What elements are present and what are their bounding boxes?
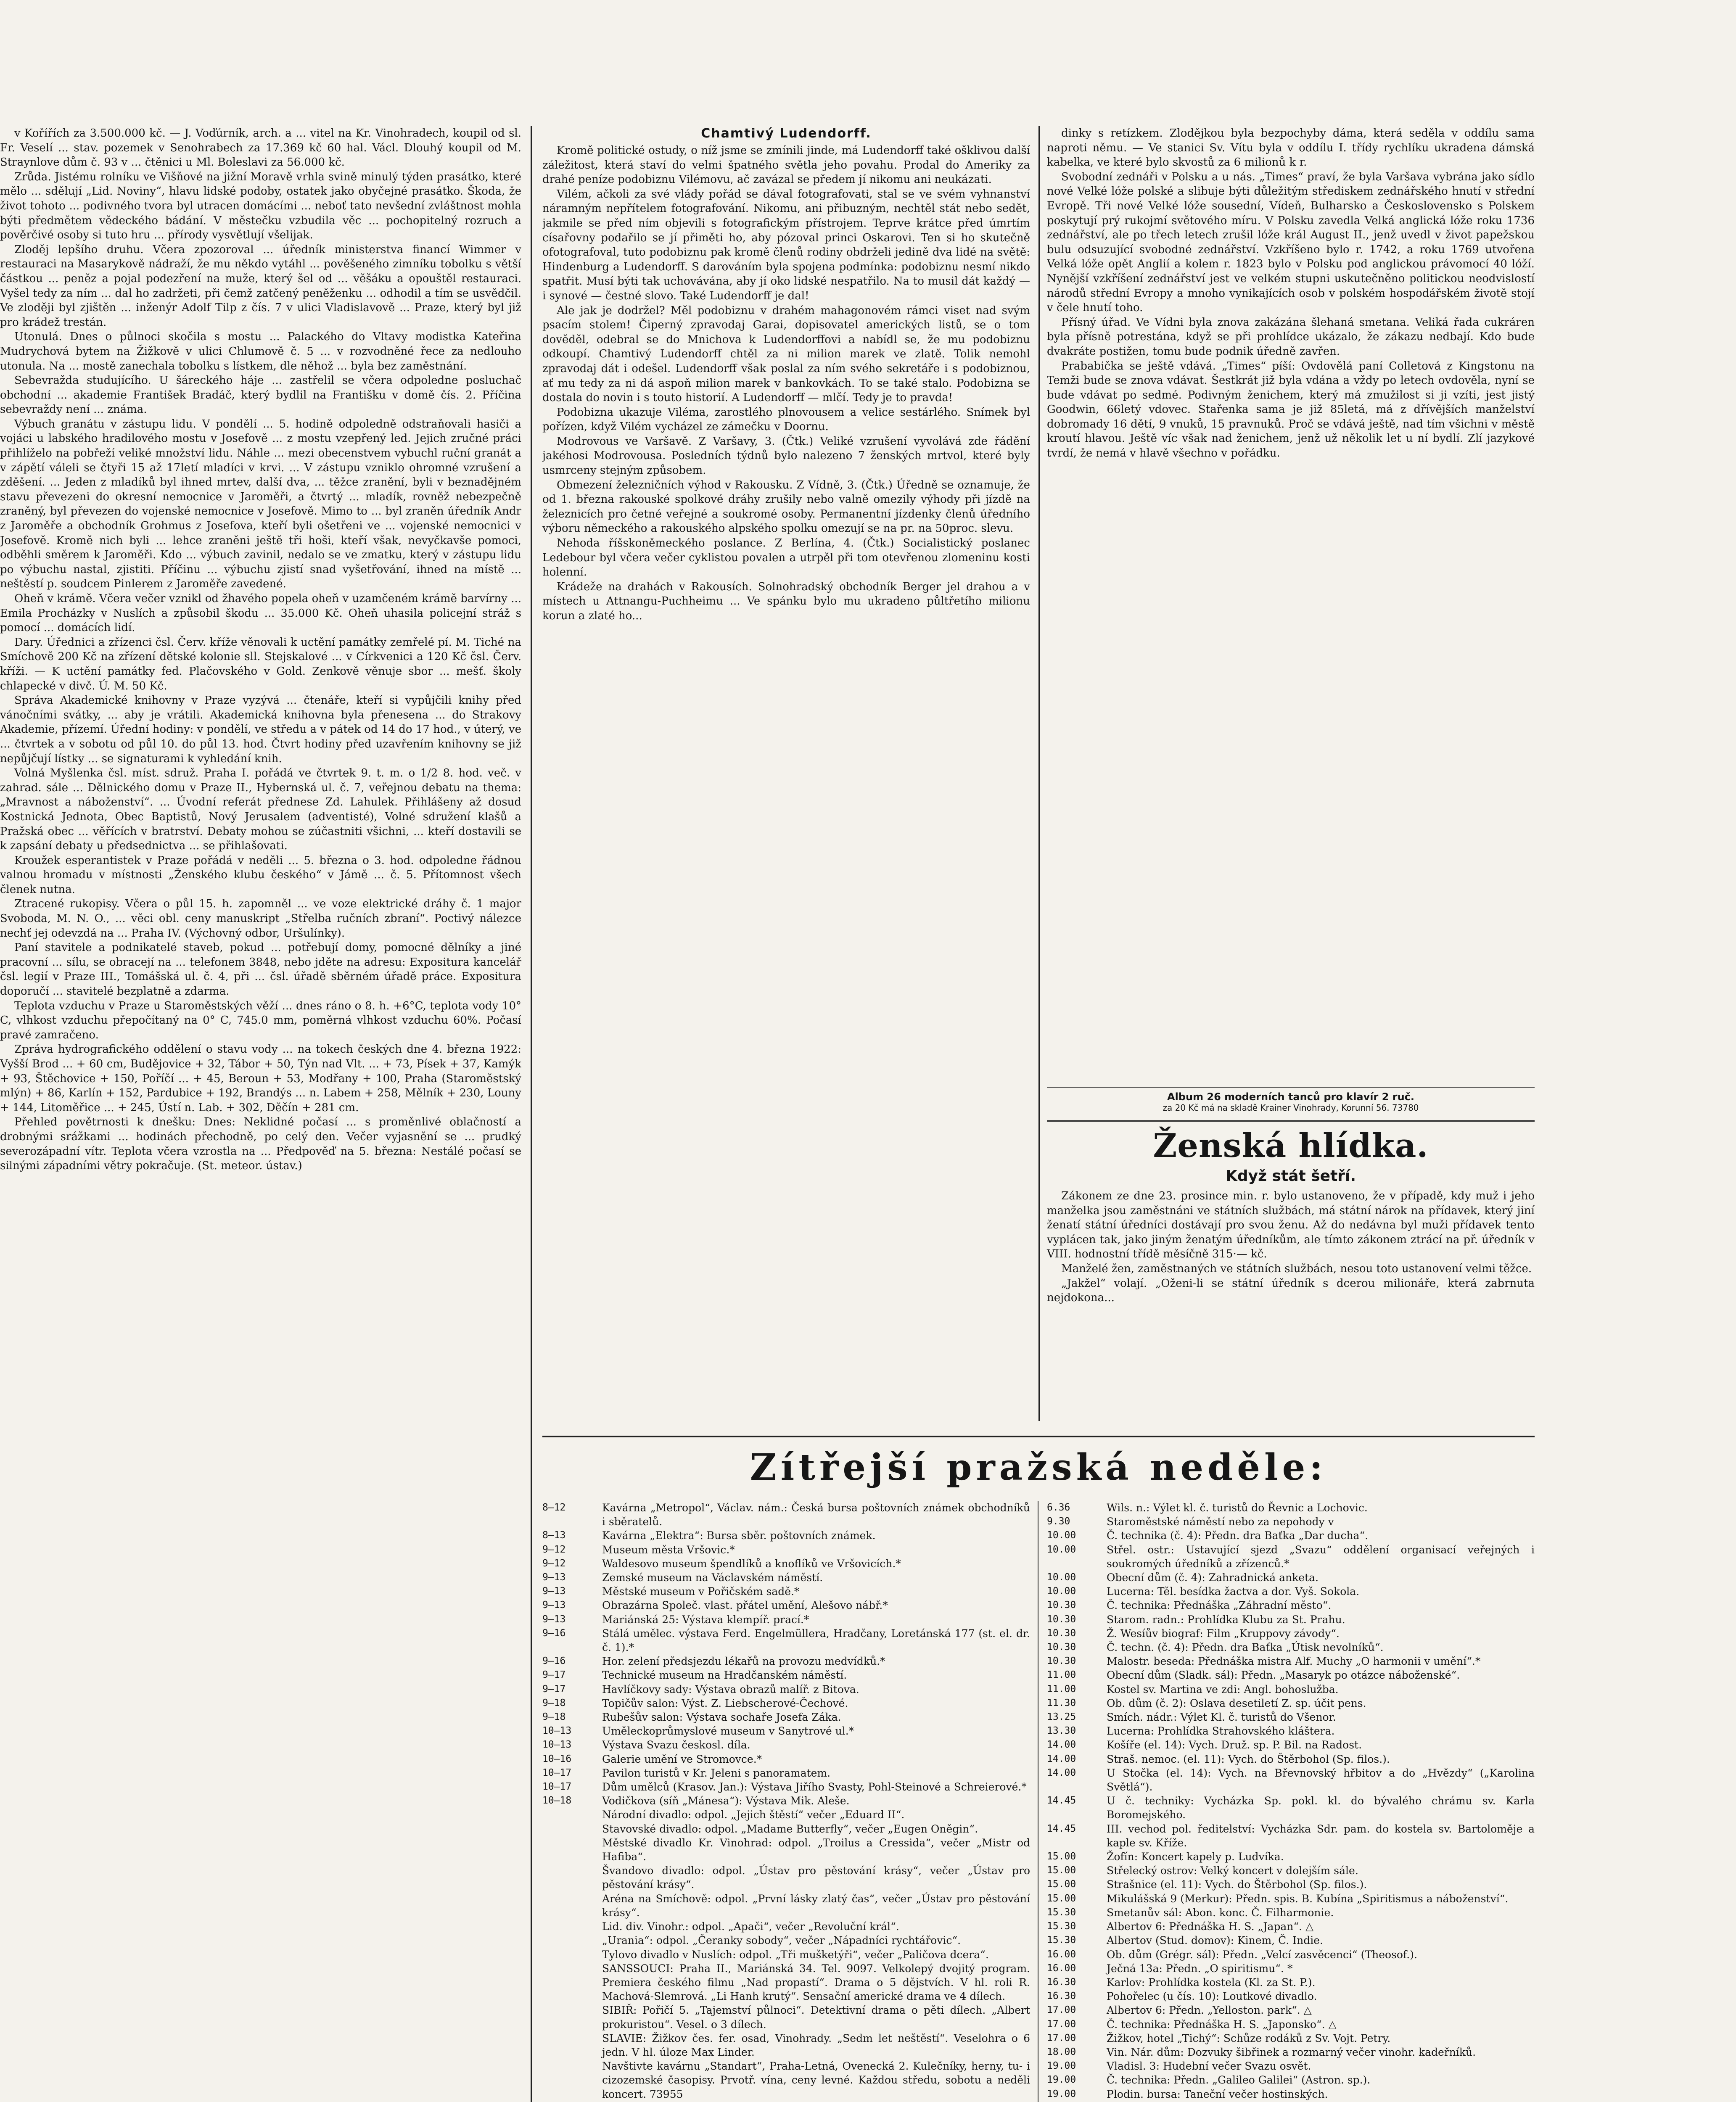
event-text: U Stočka (el. 14): Vych. na Břevnovský hřbitov a do „Hvězdy“ („Karolina Světlá“). bbox=[1107, 1767, 1535, 1793]
event-time: 11.00 bbox=[1047, 1669, 1076, 1681]
event-time: 8—13 bbox=[542, 1530, 566, 1541]
event-text: U č. techniky: Vycházka Sp. pokl. kl. do bývalého chrámu sv. Karla Boromejského. bbox=[1107, 1795, 1535, 1821]
event-row bbox=[542, 1738, 1030, 1752]
news-column-middle bbox=[542, 126, 1030, 1442]
event-time: 10.00 bbox=[1047, 1572, 1076, 1583]
event-text: Albertov 6: Předn. „Yelloston. park“. △ bbox=[1107, 2004, 1312, 2017]
event-row bbox=[1047, 1892, 1535, 1906]
event-time: 14.45 bbox=[1047, 1823, 1076, 1834]
event-row bbox=[542, 1864, 1030, 1891]
event-text: Výstava Svazu českosl. díla. bbox=[602, 1739, 750, 1751]
event-text: Ž. Wesíův biograf: Film „Kruppovy závody“. bbox=[1107, 1627, 1340, 1640]
event-row bbox=[1047, 1766, 1535, 1794]
event-row bbox=[542, 1682, 1030, 1696]
news-item: Zákonem ze dne 23. prosince min. r. bylo ustanoveno, že v případě, kdy muž i jeho manželka jsou zaměstnáni ve státních službách, má státní nárok na přídavek, který jiní ženatí státní úředníci dostávají pro svou ženu. Až do nedávna byl muži přídavek tento vyplácen tak, jako jiným ženatým úředníkům, ale tímto zákonem ztrácí na př. úředník v VIII. hodnostní třídě měsíčně 315·— kč. bbox=[1047, 1190, 1535, 1261]
event-text: Aréna na Smíchově: odpol. „První lásky zlatý čas“, večer „Ústav pro pěstování krásy“. bbox=[602, 1892, 1030, 1919]
event-text: Smetanův sál: Abon. konc. Č. Filharmonie. bbox=[1107, 1906, 1334, 1919]
event-time: 9—12 bbox=[542, 1544, 566, 1555]
event-time: 16.30 bbox=[1047, 1991, 1076, 2002]
news-item: Manželé žen, zaměstnaných ve státních službách, nesou toto ustanovení velmi těžce. bbox=[1061, 1262, 1532, 1275]
event-time: 10—13 bbox=[542, 1725, 572, 1737]
event-time bbox=[542, 2003, 602, 2031]
news-item: Paní stavitele a podnikatelé staveb, pokud ... potřebují domy, pomocné dělníky a jiné pracovní ... sílu, se obracejí na ... telefonem 3848, nebo jděte na adresu: Expositura kancelář čsl. legií v Praze III., Tomášská ul. č. 4, při ... čsl. úřadě sběrném úřadě práce. Expositura doporučí ... stavitelé bezplatně a zdarma. bbox=[0, 941, 521, 998]
event-row bbox=[542, 1501, 1030, 1529]
event-text: Karlov: Prohlídka kostela (Kl. za St. P.). bbox=[1107, 1976, 1316, 1988]
event-text: Stavovské divadlo: odpol. „Madame Butterfly“, večer „Eugen Oněgin“. bbox=[602, 1822, 978, 1835]
section-title: Ženská hlídka. bbox=[1153, 1127, 1429, 1165]
event-text: Střel. ostr.: Ustavující sjezd „Svazu“ oddělení organisací veřejných i soukromých úředníků a zřízenců.* bbox=[1107, 1543, 1535, 1570]
event-row bbox=[542, 1571, 1030, 1584]
event-text: Staroměstské náměstí nebo za nepohody v bbox=[1107, 1516, 1334, 1528]
event-row bbox=[542, 1962, 1030, 2004]
section-rule bbox=[1047, 1120, 1535, 1122]
event-time: 6.36 bbox=[1047, 1502, 1070, 1513]
event-time: 9—13 bbox=[542, 1600, 566, 1611]
event-row bbox=[1047, 1933, 1535, 1947]
event-row bbox=[1047, 1948, 1535, 1962]
event-time bbox=[542, 1948, 602, 1962]
section-rule bbox=[542, 1436, 1535, 1437]
event-text: Havlíčkovy sady: Výstava obrazů malíř. z Bitova. bbox=[602, 1683, 859, 1695]
event-row bbox=[542, 1892, 1030, 1920]
event-time bbox=[542, 1962, 602, 2004]
event-row bbox=[542, 1584, 1030, 1598]
event-text: Městské divadlo Kr. Vinohrad: odpol. „Troilus a Cressida“, večer „Mistr od Hafiba“. bbox=[602, 1836, 1030, 1863]
event-time: 11.00 bbox=[1047, 1683, 1076, 1695]
event-text: „Urania“: odpol. „Čeranky sobody“, večer „Nápadníci rychtářovic“. bbox=[602, 1934, 961, 1947]
event-row bbox=[1047, 2003, 1535, 2017]
event-row bbox=[1047, 1724, 1535, 1738]
news-item: Výbuch granátu v zástupu lidu. V pondělí ... 5. hodině odpoledně odstraňovali hasiči a vojáci u labského hradilového mostu v Josefově ... z mostu vzepřený led. Jejich zručné práci přihlíželo na pobřeží veliké množství lidu. Náhle ... mezi obecenstvem vybuchl ruční granát a v zápětí váleli se čtyři 15 až 17letí mladíci v krvi. ... V zástupu vzniklo ohromné vzrušení a zděšení. ... Jeden z mladíků byl ihned mrtev, další dva, ... těžce zranění, byli v beznadějném stavu převezeni do okresní nemocnice v Jaroměři, a čtvrtý ... mladík, rovněž nebezpečně zraněný, byl převezen do vojenské nemocnice v Josefově. Mimo to ... byl zraněn úředník Andr z Jaroměře a obchodník Grohmus z Josefova, kteří byli ošetřeni ve ... vojenské nemocnici v Josefově. Kromě nich byli ... lehce zraněni ještě tři hoši, kteří však, nevyčkavše pomoci, odběhli směrem k Jaroměři. Kdo ... výbuch zavinil, nedalo se ve zmatku, který v zástupu lidu po výbuchu nastal, zjistiti. Příčinu ... výbuchu zjistí snad vyšetřování, ihned na místě ... neštěstí p. soudcem Pinlerem z Jaroměře zavedené. bbox=[0, 417, 521, 591]
event-row bbox=[1047, 1584, 1535, 1598]
event-time bbox=[542, 2059, 602, 2101]
event-time: 15.00 bbox=[1047, 1851, 1076, 1862]
event-text: Kavárna „Metropol“, Václav. nám.: Česká bursa poštovních známek obchodníků i sběratelů. bbox=[602, 1502, 1030, 1528]
event-text: Č. technika (č. 4): Předn. dra Baťka „Dar ducha“. bbox=[1107, 1529, 1369, 1542]
event-text: Stálá umělec. výstava Ferd. Engelmüllera, Hradčany, Loretánská 177 (st. el. dr. č. 1).* bbox=[602, 1627, 1030, 1654]
event-row bbox=[1047, 2045, 1535, 2059]
event-text: Waldesovo museum špendlíků a knoflíků ve Vršovicích.* bbox=[602, 1557, 901, 1570]
news-item: Podobizna ukazuje Viléma, zarostlého plnovousem a velice sestárlého. Snímek byl pořízen, když Vilém vycházel ze zámečku v Doornu. bbox=[542, 406, 1030, 433]
event-row bbox=[1047, 2031, 1535, 2045]
event-time: 10.00 bbox=[1047, 1530, 1076, 1541]
event-row bbox=[1047, 1920, 1535, 1933]
event-time: 15.00 bbox=[1047, 1879, 1076, 1890]
event-row bbox=[542, 2003, 1030, 2031]
event-text: Vodičkova (síň „Mánesa“): Výstava Mik. Aleše. bbox=[602, 1795, 850, 1807]
news-item: Oheň v krámě. Včera večer vznikl od žhavého popela oheň v uzamčeném krámě barvírny ... Emila Procházky v Nuslích a způsobil škodu ... 35.000 Kč. Oheň uhasila policejní stráž s pomocí ... domácích lidí. bbox=[0, 592, 521, 634]
event-time bbox=[542, 1864, 602, 1891]
news-item: Dary. Úřednici a zřízenci čsl. Červ. kříže věnovali k uctění památky zemřelé pí. M. Tiché na Smíchově 200 Kč na zřízení dětské kolonie sll. Stejskalové ... v Církvenici a 120 Kč čsl. Červ. kříži. — K uctění památky fed. Plačovského v Gold. Zenkově věnuje sbor ... mešť. školy chlapecké v divč. Ú. M. 50 Kč. bbox=[0, 636, 521, 692]
event-text: Obecní dům (č. 4): Zahradnická anketa. bbox=[1107, 1571, 1319, 1584]
event-row bbox=[542, 2059, 1030, 2101]
event-row bbox=[1047, 2059, 1535, 2073]
event-time: 15.00 bbox=[1047, 1865, 1076, 1876]
event-time: 9—12 bbox=[542, 1558, 566, 1569]
event-text: Pavilon turistů v Kr. Jeleni s panoramatem. bbox=[602, 1767, 831, 1779]
event-time: 9—13 bbox=[542, 1613, 566, 1625]
event-time: 10.30 bbox=[1047, 1600, 1076, 1611]
article-heading: Chamtivý Ludendorff. bbox=[701, 126, 872, 141]
event-time: 9—16 bbox=[542, 1656, 566, 1667]
news-column-left bbox=[0, 126, 521, 2102]
news-item: Ale jak je dodržel? Měl podobiznu v drahém mahagonovém rámci viset nad svým psacím stolem! Čiperný zpravodaj Garai, dopisovatel amerických listů, se o tom dověděl, odebral se do Mnichova k Ludendorffovi a nabídl se, že mu podobiznu odkoupí. Chamtivý Ludendorff chtěl za ni milion marek ve zlatě. Tolik nemohl zpravodaj dát i odešel. Ludendorff však poslal za ním svého sekretáře i s podobiznou, ať mu tedy za ni dá aspoň milion marek v bankovkách. To se také stalo. Podobizna se dostala do novin i s touto historií. A Ludendorff — mlčí. Tedy je to pravda! bbox=[542, 304, 1030, 404]
event-text: Tylovo divadlo v Nuslích: odpol. „Tři mušketýři“, večer „Paličova dcera“. bbox=[602, 1948, 989, 1961]
event-time: 10—18 bbox=[542, 1795, 572, 1806]
event-text: Vin. Nár. dům: Dozvuky šibřinek a rozmarný večer vinohr. kadeřníků. bbox=[1107, 2046, 1476, 2058]
event-text: Č. technika: Přednáška H. S. „Japonsko“. △ bbox=[1107, 2018, 1337, 2031]
event-time bbox=[542, 1892, 602, 1920]
event-row bbox=[1047, 1752, 1535, 1766]
event-row bbox=[1047, 1878, 1535, 1891]
news-item: Nehoda říšskoněmeckého poslance. Z Berlína, 4. (Čtk.) Socialistický poslanec Ledebour byl včera večer cyklistou povalen a utrpěl při tom otevřenou zlomeninu kosti holenní. bbox=[542, 537, 1030, 579]
event-row bbox=[542, 1948, 1030, 1962]
event-text: Městské museum v Pořičském sadě.* bbox=[602, 1585, 800, 1598]
event-row bbox=[542, 1780, 1030, 1794]
event-row bbox=[542, 1627, 1030, 1654]
zenska-hlidka-section bbox=[1047, 1127, 1535, 1305]
event-time: 9—18 bbox=[542, 1711, 566, 1723]
event-time: 15.30 bbox=[1047, 1907, 1076, 1918]
event-time bbox=[542, 2031, 602, 2059]
column-rule bbox=[531, 126, 532, 2102]
event-time: 15.00 bbox=[1047, 1893, 1076, 1904]
event-time: 14.00 bbox=[1047, 1767, 1076, 1778]
events-list-right bbox=[1047, 1501, 1535, 2102]
event-time: 10—13 bbox=[542, 1739, 572, 1751]
event-row bbox=[1047, 1501, 1535, 1515]
event-text: Straš. nemoc. (el. 11): Vych. do Štěrbohol (Sp. filos.). bbox=[1107, 1753, 1390, 1765]
event-text: Ob. dům (č. 2): Oslava desetiletí Z. sp. účit pens. bbox=[1107, 1697, 1366, 1709]
event-text: Topičův salon: Výst. Z. Liebscherové-Čechové. bbox=[602, 1697, 848, 1709]
event-row bbox=[542, 1752, 1030, 1766]
event-row bbox=[1047, 1850, 1535, 1864]
news-item: Ztracené rukopisy. Včera o půl 15. h. zapomněl ... ve voze elektrické dráhy č. 1 major Svoboda, M. N. O., ... věci obl. ceny manuskript „Střelba ručních zbraní“. Poctivý nálezce nechť jej odevzdá na ... Praha IV. (Výchovný odbor, Uršulínky). bbox=[0, 898, 521, 940]
event-text: Košíře (el. 14): Vych. Druž. sp. P. Bil. na Radost. bbox=[1107, 1739, 1362, 1751]
album-ad-line: Album 26 moderních tanců pro klavír 2 ruč. bbox=[1167, 1091, 1414, 1103]
news-item: Zpráva hydrografického oddělení o stavu vody ... na tokech českých dne 4. března 1922: Vyšší Brod ... + 60 cm, Budějovice + 32, Tábor + 50, Týn nad Vlt. ... + 73, Písek + 37, Kamýk + 93, Štěchovice + 150, Poříčí ... + 45, Beroun + 53, Modřany + 100, Praha (Staroměstský mlýn) + 86, Karlín + 152, Pardubice + 192, Brandýs ... n. Labem + 258, Mělník + 230, Louny + 144, Litoměřice ... + 245, Ústí n. Lab. + 302, Děčín + 281 cm. bbox=[0, 1043, 521, 1114]
event-text: Vladisl. 3: Hudební večer Svazu osvět. bbox=[1107, 2060, 1311, 2073]
event-row bbox=[542, 1654, 1030, 1668]
event-row bbox=[542, 1822, 1030, 1836]
event-row bbox=[1047, 1738, 1535, 1752]
event-time: 13.25 bbox=[1047, 1711, 1076, 1723]
album-ad-line: za 20 Kč má na skladě Krainer Vinohrady, Korunní 56. 73780 bbox=[1163, 1103, 1419, 1113]
event-text: Č. techn. (č. 4): Předn. dra Baťka „Útisk nevolníků“. bbox=[1107, 1641, 1384, 1654]
news-item: Přísný úřad. Ve Vídni byla znova zakázána šlehaná smetana. Veliká řada cukráren byla přísně potrestána, když se při prohlídce ukázalo, že zákazu nedbají. Kdo bude dvakráte postižen, tomu bude podnik úředně zavřen. bbox=[1047, 316, 1535, 358]
event-time: 14.45 bbox=[1047, 1795, 1076, 1806]
event-row bbox=[1047, 1613, 1535, 1627]
event-time: 19.00 bbox=[1047, 2074, 1076, 2086]
event-text: Pohořelec (u čís. 10): Loutkové divadlo. bbox=[1107, 1990, 1317, 2003]
event-text: Albertov (Stud. domov): Kinem, Č. Indie. bbox=[1107, 1934, 1323, 1947]
event-row bbox=[542, 1836, 1030, 1864]
event-time: 10.30 bbox=[1047, 1627, 1076, 1639]
news-item: Prababička se ještě vdává. „Times“ píší: Ovdovělá paní Colletová z Kingstonu na Temži bude se znova vdávat. Šestkrát již byla vdána a vždy po letech ovdověla, nyní se bude vdávat po sedmé. Podivným ženichem, který má zmužilost si ji vzíti, jest jistý Goodwin, 66letý vdovec. Stařenka sama je již 85letá, má z dřívějších manželství dobromady 16 dětí, 9 vnuků, 15 pravnuků. Proč se vdává ještě, nad tím všichni v městě kroutí hlavou. Ještě víc však nad ženichem, jenž už několik let u ní bydlí. Zlí jazykové tvrdí, že nemá v hlavě všechno v pořádku. bbox=[1047, 359, 1535, 460]
events-list-left bbox=[542, 1501, 1030, 2102]
news-item: Teplota vzduchu v Praze u Staroměstských věží ... dnes ráno o 8. h. +6°C, teplota vody 10° C, vlhkost vzduchu přepočítaný na 0° C, 745.0 mm, poměrná vlhkost vzduchu 60%. Počasí pravé zamračeno. bbox=[0, 999, 521, 1041]
event-time: 10.30 bbox=[1047, 1613, 1076, 1625]
event-row bbox=[1047, 1571, 1535, 1584]
event-time: 15.30 bbox=[1047, 1921, 1076, 1932]
section-rule bbox=[1047, 1087, 1535, 1088]
event-row bbox=[542, 1668, 1030, 1682]
event-time: 19.00 bbox=[1047, 2060, 1076, 2072]
event-text: SLAVIE: Žižkov čes. fer. osad, Vinohrady. „Sedm let neštěstí“. Veselohra o 6 jedn. V hl. úloze Max Linder. bbox=[602, 2032, 1030, 2058]
event-text: Žofín: Koncert kapely p. Ludvíka. bbox=[1107, 1851, 1284, 1863]
event-text: Lid. div. Vinohr.: odpol. „Apači“, večer „Revoluční král“. bbox=[602, 1920, 899, 1933]
event-time: 17.00 bbox=[1047, 2004, 1076, 2016]
event-time bbox=[542, 1933, 602, 1947]
event-text: Rubešův salon: Výstava sochaře Josefa Záka. bbox=[602, 1711, 841, 1724]
event-time: 9—16 bbox=[542, 1627, 566, 1639]
event-row bbox=[542, 1933, 1030, 1947]
event-row bbox=[1047, 1906, 1535, 1920]
event-time: 8—12 bbox=[542, 1502, 566, 1513]
event-time: 10—16 bbox=[542, 1753, 572, 1764]
event-row bbox=[1047, 1627, 1535, 1640]
event-row bbox=[1047, 1598, 1535, 1612]
event-row bbox=[1047, 2073, 1535, 2087]
event-text: Kostel sv. Martina ve zdi: Angl. bohoslužba. bbox=[1107, 1683, 1339, 1695]
event-time: 10—17 bbox=[542, 1767, 572, 1778]
event-text: Švandovo divadlo: odpol. „Ústav pro pěstování krásy“, večer „Ústav pro pěstování krásy“. bbox=[602, 1864, 1030, 1891]
event-time: 17.00 bbox=[1047, 2032, 1076, 2044]
event-text: Albertov 6: Přednáška H. S. „Japan“. △ bbox=[1107, 1920, 1314, 1933]
event-time: 9—13 bbox=[542, 1586, 566, 1597]
event-time bbox=[542, 1822, 602, 1836]
event-row bbox=[1047, 1989, 1535, 2003]
event-text: Galerie umění ve Stromovce.* bbox=[602, 1753, 762, 1765]
event-row bbox=[542, 2031, 1030, 2059]
event-time: 17.00 bbox=[1047, 2018, 1076, 2030]
news-item: Vilém, ačkoli za své vlády pořád se dával fotografovati, stal se ve svém vyhnanství náramným nepřítelem fotografování. Nikomu, ani přibuzným, nechtěl stát nebo sedět, jakmile se před ním objevili s fotografickým přístrojem. Teprve krátce před úmrtím císařovny podařilo se jí přiměti ho, aby pózoval princi Oskarovi. Ten si ho skutečně ofotografoval, tuto podobiznu pak kromě členů rodiny obdrželi jedině dva lidé na světě: Hindenburg a Ludendorff. S darováním byla spojena podmínka: podobiznu nesmí nikdo spatřit. Musí býti tak uchovávána, aby jí oko lidské nespatřilo. Na to musil dát každý — i synové — čestné slovo. Také Ludendorff je dal! bbox=[542, 187, 1030, 302]
event-text: Strašnice (el. 11): Vych. do Štěrbohol (Sp. filos.). bbox=[1107, 1878, 1367, 1891]
event-text: Národní divadlo: odpol. „Jejich štěstí“ večer „Eduard II“. bbox=[602, 1809, 905, 1821]
event-time: 19.00 bbox=[1047, 2088, 1076, 2099]
event-time: 16.00 bbox=[1047, 1962, 1076, 1974]
event-text: Zemské museum na Václavském náměstí. bbox=[602, 1571, 823, 1584]
event-time: 15.30 bbox=[1047, 1935, 1076, 1946]
event-time: 10.30 bbox=[1047, 1642, 1076, 1653]
event-text: Smích. nádr.: Výlet Kl. č. turistů do Všenor. bbox=[1107, 1711, 1336, 1724]
event-time bbox=[542, 1920, 602, 1933]
event-row bbox=[542, 1710, 1030, 1724]
event-row bbox=[542, 1598, 1030, 1612]
event-time bbox=[542, 1836, 602, 1864]
section-title: Zítřejší pražská neděle: bbox=[750, 1446, 1327, 1489]
news-item: dinky s retízkem. Zlodějkou byla bezpochyby dáma, která seděla v oddílu sama naproti němu. — Ve stanici Sv. Vítu byla v oddílu I. třídy rychlíku ukradena dámská kabelka, ve které bylo skvostů za 6 milionů k r. bbox=[1047, 127, 1535, 169]
event-row bbox=[1047, 2017, 1535, 2031]
news-item: Zloděj lepšího druhu. Včera zpozoroval ... úředník ministerstva financí Wimmer v restauraci na Masarykově nádraží, že mu někdo vytáhl ... pověšeného zimníku tobolku s větší částkou ... peněz a pojal podezření na muže, který šel od ... věšáku a opouštěl restauraci. Vyšel tedy za ním ... dal ho zadržeti, při čemž zatčený peněženku ... odhodil a tím se usvědčil. Ve zloději byl zjištěn ... inženýr Adolf Tilp z čís. 7 v ulici Vladislavově ... Praze, který byl již pro krádež trestán. bbox=[0, 243, 521, 329]
event-time: 10—17 bbox=[542, 1781, 572, 1793]
news-item: v Kořířích za 3.500.000 kč. — J. Voďúrník, arch. a ... vitel na Kr. Vinohradech, koupil od sl. Fr. Veselí ... stav. pozemek v Senohrabech za 17.369 kč 60 hal. Václ. Dlouhý koupil od M. Straynlove dům č. 93 v ... čtěnici u Ml. Boleslavi za 56.000 kč. bbox=[0, 127, 521, 169]
event-text: SANSSOUCI: Praha II., Mariánská 34. Tel. 9097. Velkolepý dvojitý program. Premiera českého filmu „Nad propastí“. Drama o 5 dějstvích. V hl. roli R. Machová-Slemrová. „Li Hanh krutý“. Sensační americké drama ve 4 dílech. bbox=[602, 1962, 1030, 2003]
event-time: 16.30 bbox=[1047, 1976, 1076, 1988]
event-text: Starom. radn.: Prohlídka Klubu za St. Prahu. bbox=[1107, 1613, 1345, 1626]
news-item: Svobodní zednáři v Polsku a u nás. „Times“ praví, že byla Varšava vybrána jako sídlo nové Velké lóže polské a slibuje býti důležitým střediskem zednářského hnutí v střední Evropě. Tři nové Velké lóže sousední, Vídeň, Bulharsko a Československo s Polskem poskytují prý rukojmí světového míru. V Polsku zavedla Velká anglická lóže roku 1736 zednářství, ale po třech letech zrušil lóže král August II., jenž uvedl v život papežskou bulu odsuzující svobodné zednářství. Vzkříšeno bylo r. 1742, a roku 1769 utvořena Velká lóže opět Anglií a kolem r. 1823 bylo v Polsku pod anglickou právomocí 40 lóží. Nynější vzkříšení zednářství jest ve velkém stupni uskutečněno politickou neodvislostí národů střední Evropy a mnoho vynikajících osob v polském hospodářském životě stojí v čele hnutí toho. bbox=[1047, 170, 1535, 314]
event-text: Obecní dům (Sladk. sál): Předn. „Masaryk po otázce náboženské“. bbox=[1107, 1669, 1460, 1682]
news-item: Volná Myšlenka čsl. míst. sdruž. Praha I. pořádá ve čtvrtek 9. t. m. o 1/2 8. hod. več. v zahrad. sále ... Dělnického domu v Praze II., Hybernská ul. č. 7, veřejnou debatu na thema: „Mravnost a náboženství“. ... Úvodní referát přednese Zd. Lahulek. Přihlášeny až dosud Kostnická Jednota, Obec Baptistů, Nový Jerusalem (adventisté), Volné sdružení klašů a Pražská obec ... věřících v bratrství. Debaty mohou se zúčastniti všichni, ... kteří dostavili se k zapsání debaty u předsednictva ... se přihlašovati. bbox=[0, 767, 521, 853]
event-text: Ob. dům (Grégr. sál): Předn. „Velcí zasvěcenci“ (Theosof.). bbox=[1107, 1948, 1417, 1961]
event-time: 9—17 bbox=[542, 1683, 566, 1695]
event-time: 18.00 bbox=[1047, 2046, 1076, 2057]
event-row bbox=[1047, 1515, 1535, 1529]
event-row bbox=[1047, 1682, 1535, 1696]
event-text: Kavárna „Elektra“: Bursa sběr. poštovních známek. bbox=[602, 1529, 876, 1542]
event-time bbox=[542, 1808, 602, 1822]
event-text: Wils. n.: Výlet kl. č. turistů do Řevnic a Lochovic. bbox=[1107, 1502, 1368, 1514]
event-row bbox=[1047, 1696, 1535, 1710]
event-text: Dům umělců (Krasov. Jan.): Výstava Jiřího Svasty, Pohl-Steinové a Schreierové.* bbox=[602, 1781, 1027, 1793]
event-time: 9—17 bbox=[542, 1669, 566, 1681]
event-text: Museum města Vršovic.* bbox=[602, 1543, 735, 1556]
event-row bbox=[1047, 1529, 1535, 1542]
event-time: 9.30 bbox=[1047, 1516, 1070, 1527]
news-item: Kroužek esperantistek v Praze pořádá v neděli ... 5. března o 3. hod. odpoledne řádnou valnou hromadu v místnosti „Ženského klubu českého“ v Jámě ... č. 5. Přítomnost všech členek nutna. bbox=[0, 854, 521, 896]
news-item: Modrovous ve Varšavě. Z Varšavy, 3. (Čtk.) Veliké vzrušení vyvolává zde řádění jakéhosi Modrovousa. Posledních týdnů bylo nalezeno 7 ženských mrtvol, které byly usmrceny stejným způsobem. bbox=[542, 435, 1030, 477]
event-text: Plodin. bursa: Taneční večer hostinských. bbox=[1107, 2088, 1328, 2100]
news-item: Kromě politické ostudy, o níž jsme se zmínili jinde, má Ludendorff také ošklivou další záležitost, která staví do velmi špatného světla jeho povahu. Prodal do Ameriky za drahé peníze podobiznu Vilémovu, ač zavázal se předem jí nikomu ani neukázati. bbox=[542, 144, 1030, 186]
event-row bbox=[542, 1557, 1030, 1571]
event-text: III. vechod pol. ředitelství: Vycházka Sdr. pam. do kostela sv. Bartoloměje a kaple sv. Kříže. bbox=[1107, 1822, 1535, 1849]
event-row bbox=[1047, 1794, 1535, 1822]
event-row bbox=[542, 1724, 1030, 1738]
event-text: Ječná 13a: Předn. „O spiritismu“. * bbox=[1107, 1962, 1293, 1975]
news-item: Správa Akademické knihovny v Praze vyzývá ... čtenáře, kteří si vypůjčili knihy před vánočními svátky, ... aby je vrátili. Akademická knihovna byla přenesena ... do Strakovy Akademie, přízemí. Úřední hodiny: v pondělí, ve středu a v pátek od 14 do 17 hod., v úterý, ve ... čtvrtek a v sobotu od půl 10. do půl 13. hod. Čtvrt hodiny před uzavřením knihovny se již nepůjčují lístky ... se signaturami k vyhledání knih. bbox=[0, 694, 521, 765]
event-text: Lucerna: Těl. besídka žactva a dor. Vyš. Sokola. bbox=[1107, 1585, 1360, 1598]
event-text: Mariánská 25: Výstava klempíř. prací.* bbox=[602, 1613, 809, 1626]
event-text: Č. technika: Přednáška „Záhradní město“. bbox=[1107, 1599, 1332, 1612]
event-text: Hor. zelení předsjezdu lékařů na provozu medvídků.* bbox=[602, 1655, 885, 1668]
event-row bbox=[1047, 1962, 1535, 1975]
event-text: Obrazárna Společ. vlast. přátel umění, Alešovo nábř.* bbox=[602, 1599, 888, 1612]
event-row bbox=[542, 1920, 1030, 1933]
event-row bbox=[1047, 1864, 1535, 1878]
news-item: Sebevražda studujícího. U šáreckého háje ... zastřelil se včera odpoledne posluchač obchodní ... akademie František Bradáč, který bydlil na Františku v domě čís. 2. Příčina sebevraždy není ... známa. bbox=[0, 374, 521, 416]
event-text: Technické museum na Hradčanském náměstí. bbox=[602, 1669, 847, 1682]
event-row bbox=[542, 1613, 1030, 1627]
news-item: Utonulá. Dnes o půlnoci skočila s mostu ... Palackého do Vltavy modistka Kateřina Mudrychová bytem na Žižkově v ulici Chlumově č. 5 ... v rozvodněné řece za nedlouho utonula. Na ... mostě zanechala tobolku s lístkem, dle něhož ... byla bez zaměstnání. bbox=[0, 330, 521, 372]
event-row bbox=[542, 1808, 1030, 1822]
event-row bbox=[1047, 1654, 1535, 1668]
event-time: 14.00 bbox=[1047, 1739, 1076, 1751]
event-time: 10.30 bbox=[1047, 1656, 1076, 1667]
event-row bbox=[1047, 2087, 1535, 2101]
news-item: Přehled povětrnosti k dnešku: Dnes: Neklidné počasí ... s proměnlivé oblačností a drobnými srážkami ... hodinách přechodně, po celý den. Večer vyjasnění se ... prudký severozápadní vítr. Teplota včera vzrostla na ... Předpověď na 5. března: Nestálé počasí se silnými západními větry pokračuje. (St. meteor. ústav.) bbox=[0, 1116, 521, 1172]
article-heading: Když stát šetří. bbox=[1225, 1167, 1356, 1185]
event-text: Žižkov, hotel „Tichý“: Schůze rodáků z Sv. Vojt. Petry. bbox=[1107, 2032, 1391, 2044]
event-text: SIBIŘ: Pořičí 5. „Tajemství půlnoci“. Detektivní drama o pěti dílech. „Albert prokuristou“. Vesel. o 3 dílech. bbox=[602, 2004, 1030, 2031]
event-row bbox=[542, 1794, 1030, 1808]
news-item: Krádeže na drahách v Rakousích. Solnohradský obchodník Berger jel drahou a v místech u Attnangu-Puchheimu ... Ve spánku bylo mu ukradeno půltřetího milionu korun a zlaté ho... bbox=[542, 580, 1030, 622]
zitrejsi-nedele-section bbox=[542, 1446, 1535, 2102]
event-row bbox=[1047, 1975, 1535, 1989]
event-text: Č. technika: Předn. „Galileo Galilei“ (Astron. sp.). bbox=[1107, 2074, 1371, 2086]
event-row bbox=[1047, 1640, 1535, 1654]
event-row bbox=[1047, 1543, 1535, 1571]
event-text: Střelecký ostrov: Velký koncert v dolejším sále. bbox=[1107, 1864, 1358, 1877]
event-row bbox=[542, 1696, 1030, 1710]
event-row bbox=[1047, 1668, 1535, 1682]
event-time: 11.30 bbox=[1047, 1697, 1076, 1709]
event-text: Malostr. beseda: Přednáška mistra Alf. Muchy „O harmonii v umění“.* bbox=[1107, 1655, 1481, 1668]
event-row bbox=[542, 1766, 1030, 1780]
event-time: 9—13 bbox=[542, 1572, 566, 1583]
news-item: „Jakžel“ volají. „Oženi-li se státní úředník s dcerou milionáře, která zabrnuta nejdokona... bbox=[1047, 1277, 1535, 1305]
news-item: Zrůda. Jistému rolníku ve Višňové na jižní Moravě vrhla svině minulý týden prasátko, které mělo ... sdělují „Lid. Noviny“, hlavu lidské podoby, ostatek jako obyčejné prasátko. Škoda, že život tohoto ... podivného tvora byl utracen domácími ... neboť tato nevšední zvláštnost mohla býti předmětem vědeckého bádání. V městečku vzbudila věc ... pochopitelný rozruch a pověrčivé osoby si tuto hru ... přírody vysvětlují všelijak. bbox=[0, 170, 521, 242]
news-item: Obmezení železničních výhod v Rakousku. Z Vídně, 3. (Čtk.) Úředně se oznamuje, že od 1. března rakouské spolkové dráhy zrušily nebo valně omezily výhody při jízdě na železnicích pro četné veřejné a soukromé osoby. Permanentní jízdenky členů úředního výboru německého a rakouského alpského spolku omezují se na pr. na 50proc. slevu. bbox=[542, 478, 1030, 535]
event-row bbox=[1047, 1822, 1535, 1850]
event-time: 10.00 bbox=[1047, 1586, 1076, 1597]
event-time: 10.00 bbox=[1047, 1544, 1076, 1555]
event-time: 9—18 bbox=[542, 1697, 566, 1709]
event-row bbox=[542, 1543, 1030, 1557]
column-rule bbox=[1038, 126, 1040, 1421]
event-text: Uměleckoprůmyslové museum v Sanytrové ul.* bbox=[602, 1725, 854, 1738]
event-time: 13.30 bbox=[1047, 1725, 1076, 1737]
album-advertisement bbox=[1047, 1091, 1535, 1113]
event-text: Navštivte kavárnu „Standart“, Praha-Letná, Ovenecká 2. Kulečníky, herny, tu- i cizozemské časopisy. Prvotř. vína, ceny levné. Každou středu, sobotu a neděli koncert. 73955 bbox=[602, 2060, 1030, 2100]
event-time: 16.00 bbox=[1047, 1949, 1076, 1960]
event-row bbox=[542, 1529, 1030, 1542]
event-time: 14.00 bbox=[1047, 1753, 1076, 1764]
event-text: Lucerna: Prohlídka Strahovského kláštera. bbox=[1107, 1725, 1335, 1738]
news-column-right bbox=[1047, 126, 1535, 1236]
event-row bbox=[1047, 1710, 1535, 1724]
event-text: Mikulášská 9 (Merkur): Předn. spis. B. Kubína „Spiritismus a náboženství“. bbox=[1107, 1892, 1509, 1905]
